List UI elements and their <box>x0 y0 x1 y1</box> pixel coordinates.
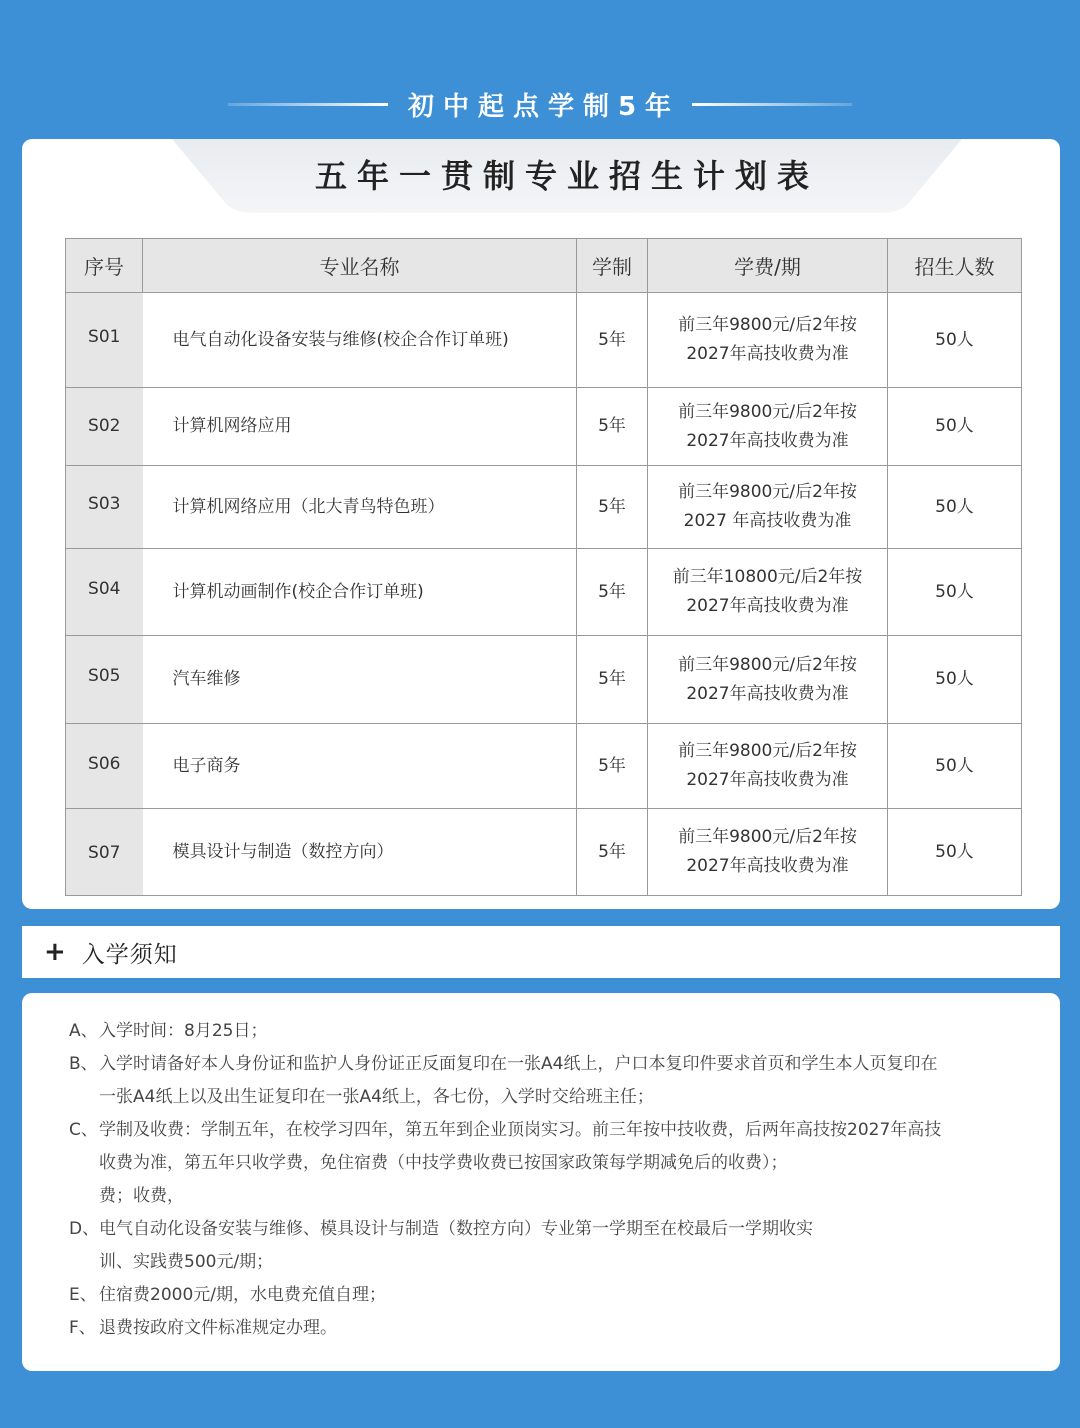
cell-fee <box>648 636 888 724</box>
cell-no: S07 <box>66 809 143 896</box>
list-item <box>69 1015 1029 1048</box>
cell-no: S05 <box>66 636 143 724</box>
list-item <box>69 1279 1029 1312</box>
fee-line-1: 前三年9800元/后2年按 <box>678 741 857 761</box>
cell-count: 50人 <box>888 549 1022 636</box>
cell-count: 50人 <box>888 293 1022 388</box>
notice-list <box>69 1015 1029 1345</box>
table-row <box>66 636 1022 724</box>
item-key: F、 <box>69 1318 96 1338</box>
item-text: 入学时请备好本人身份证和监护人身份证正反面复印在一张A4纸上，户口本复印件要求首页和学生本人页复印在 一张A4纸上以及出生证复印在一张A4纸上，各七份，入学时交给班主任； <box>99 1054 938 1107</box>
header-count: 招生人数 <box>888 239 1022 293</box>
cell-count: 50人 <box>888 724 1022 809</box>
plan-card <box>22 139 1060 909</box>
header-no: 序号 <box>66 239 143 293</box>
table-row <box>66 293 1022 388</box>
banner-line-left <box>228 103 388 106</box>
fee-line-1: 前三年10800元/后2年按 <box>672 567 863 587</box>
cell-no: S02 <box>66 388 143 466</box>
cell-count: 50人 <box>888 636 1022 724</box>
table-header-row <box>66 239 1022 293</box>
table-row <box>66 549 1022 636</box>
cell-years: 5年 <box>577 388 648 466</box>
cell-major: 计算机网络应用（北大青鸟特色班） <box>143 466 577 549</box>
notice-header[interactable] <box>22 926 1060 978</box>
item-text: 学制及收费：学制五年，在校学习四年，第五年到企业顶岗实习。前三年按中技收费，后两年高技按2027年高技 收费为准，第五年只收学费，免住宿费（中技学费收费已按国家政策每学期减免后的收费）； 费；收费， <box>99 1120 942 1206</box>
page-title: 五年一贯制专业招生计划表 <box>314 157 819 195</box>
cell-no: S01 <box>66 293 143 388</box>
cell-count: 50人 <box>888 809 1022 896</box>
cell-fee <box>648 809 888 896</box>
fee-line-1: 前三年9800元/后2年按 <box>678 315 857 335</box>
cell-count: 50人 <box>888 466 1022 549</box>
cell-years: 5年 <box>577 636 648 724</box>
cell-major: 计算机动画制作(校企合作订单班) <box>143 549 577 636</box>
fee-line-1: 前三年9800元/后2年按 <box>678 827 857 847</box>
banner <box>0 84 1080 124</box>
item-key: E、 <box>69 1285 97 1305</box>
cell-no: S06 <box>66 724 143 809</box>
cell-fee <box>648 466 888 549</box>
fee-line-2: 2027年高技收费为准 <box>686 344 849 364</box>
cell-count: 50人 <box>888 388 1022 466</box>
table-row <box>66 809 1022 896</box>
table-row <box>66 466 1022 549</box>
cell-fee <box>648 724 888 809</box>
cell-years: 5年 <box>577 293 648 388</box>
table-row <box>66 724 1022 809</box>
cell-years: 5年 <box>577 549 648 636</box>
item-key: A、 <box>69 1021 98 1041</box>
list-item <box>69 1114 1029 1213</box>
fee-line-2: 2027年高技收费为准 <box>686 856 849 876</box>
fee-line-1: 前三年9800元/后2年按 <box>678 654 857 675</box>
list-item <box>69 1048 1029 1114</box>
item-text: 电气自动化设备安装与维修、模具设计与制造（数控方向）专业第一学期至在校最后一学期收实 训、实践费500元/期； <box>99 1219 813 1272</box>
fee-line-1: 前三年9800元/后2年按 <box>678 482 857 502</box>
fee-line-2: 2027 年高技收费为准 <box>683 511 852 531</box>
title-tab <box>172 139 962 213</box>
fee-line-2: 2027年高技收费为准 <box>686 430 849 451</box>
item-key: B、 <box>69 1054 98 1074</box>
cell-fee <box>648 293 888 388</box>
cell-fee <box>648 388 888 466</box>
header-major: 专业名称 <box>143 239 577 293</box>
table-row <box>66 388 1022 466</box>
item-text: 住宿费2000元/期，水电费充值自理； <box>99 1285 386 1305</box>
fee-line-2: 2027年高技收费为准 <box>686 683 849 704</box>
fee-line-1: 前三年9800元/后2年按 <box>678 401 857 422</box>
cell-fee <box>648 549 888 636</box>
cell-major: 汽车维修 <box>143 636 577 724</box>
item-key: C、 <box>69 1120 98 1140</box>
item-text: 入学时间：8月25日； <box>99 1021 268 1041</box>
cell-no: S03 <box>66 466 143 549</box>
cell-years: 5年 <box>577 724 648 809</box>
header-years: 学制 <box>577 239 648 293</box>
fee-line-2: 2027年高技收费为准 <box>686 770 849 790</box>
cell-major: 计算机网络应用 <box>143 388 577 466</box>
banner-text: 初中起点学制5年 <box>407 91 681 122</box>
cell-major: 电气自动化设备安装与维修(校企合作订单班) <box>143 293 577 388</box>
header-fee: 学费/期 <box>648 239 888 293</box>
item-key: D、 <box>69 1219 100 1239</box>
notice-card <box>22 993 1060 1371</box>
cell-years: 5年 <box>577 809 648 896</box>
fee-line-2: 2027年高技收费为准 <box>686 596 849 616</box>
notice-heading: 入学须知 <box>81 941 178 968</box>
plus-icon[interactable]: + <box>44 937 66 967</box>
list-item <box>69 1312 1029 1345</box>
banner-line-right <box>692 103 852 106</box>
plan-table <box>65 238 1022 896</box>
cell-major: 电子商务 <box>143 724 577 809</box>
cell-major: 模具设计与制造（数控方向） <box>143 809 577 896</box>
item-text: 退费按政府文件标准规定办理。 <box>99 1318 337 1338</box>
cell-years: 5年 <box>577 466 648 549</box>
cell-no: S04 <box>66 549 143 636</box>
list-item <box>69 1213 1029 1279</box>
